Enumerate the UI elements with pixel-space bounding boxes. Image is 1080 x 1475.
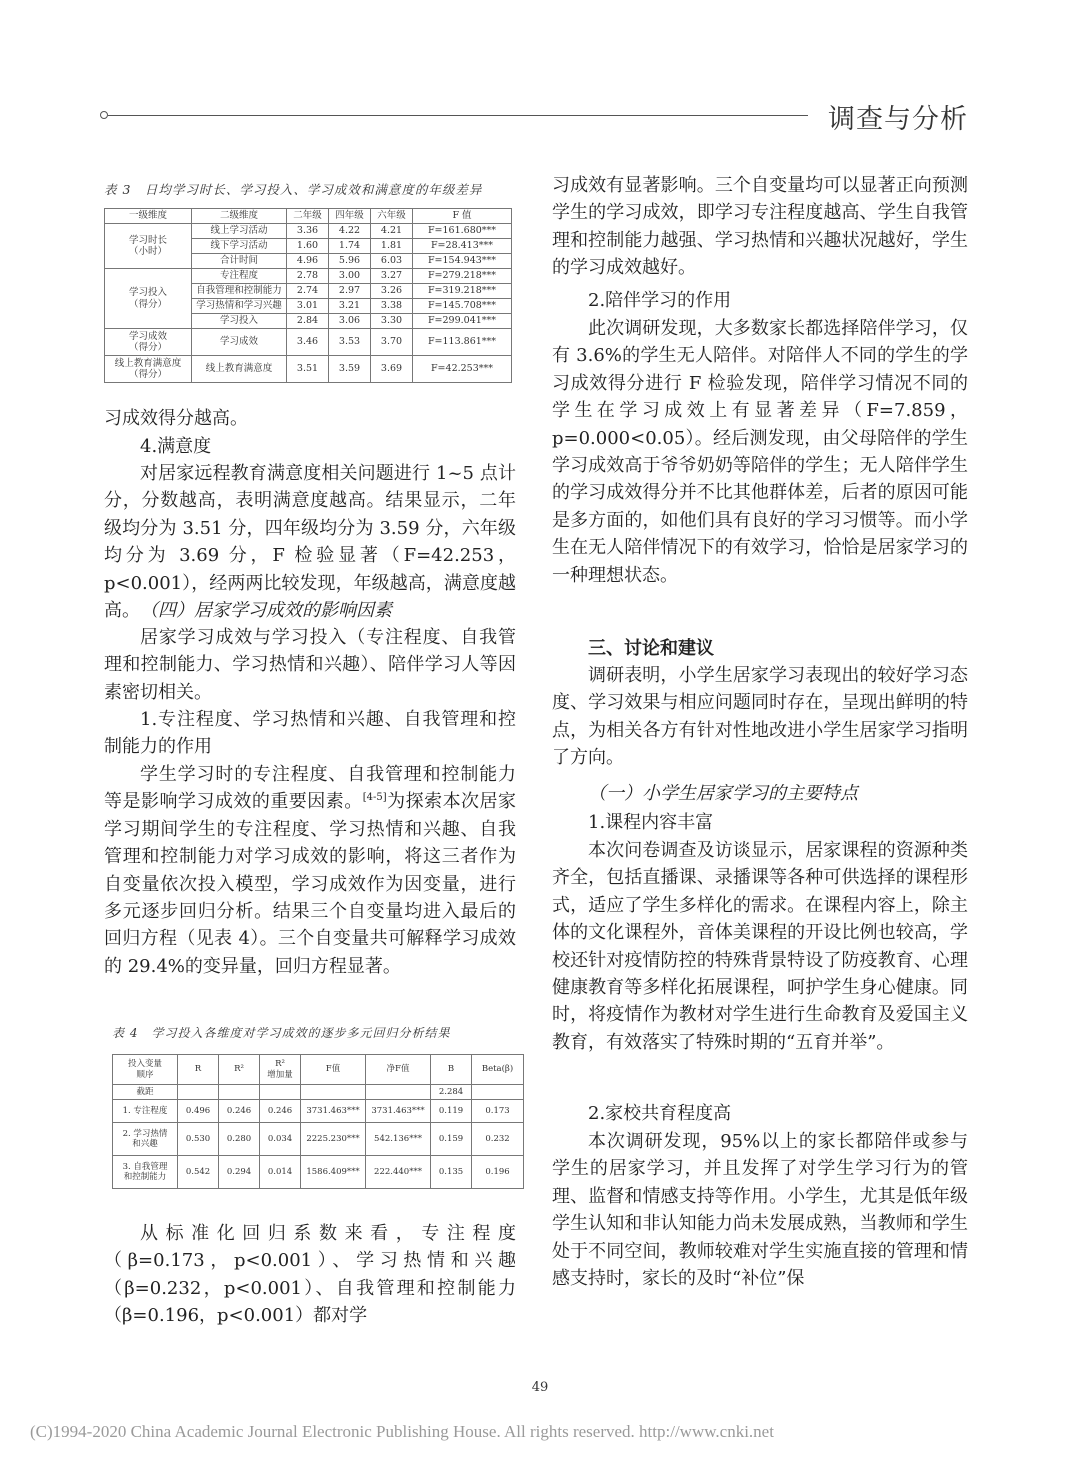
table-cell: 0.173 [472, 1100, 524, 1123]
table-cell [260, 1085, 301, 1100]
table-cell: 4.96 [287, 254, 329, 269]
table-cell: 3.51 [287, 356, 329, 383]
paragraph: 此次调研发现，大多数家长都选择陪伴学习，仅有 3.6%的学生无人陪伴。对陪伴人不同的学生的学习成效得分进行 F 检验发现，陪伴学习情况不同的学生在学习成效上有显著差异（F=7.859，p=0.000<0.05）。经后测发现，由父母陪伴的学生学习成效高于爷爷奶奶等陪伴的学生；无人陪伴学生的学习成效得分并不比其他群体差，后者的原因可能是多方面的，如他们具有良好的学习习惯等。而小学生在无人陪伴情况下的有效学习，恰恰是居家学习的一种理想状态。 [552, 318, 968, 586]
paragraph: 调研表明，小学生居家学习表现出的较好学习态度、学习效果与相应问题同时存在，呈现出鲜明的特点，为相关各方有针对性地改进小学生居家学习指明了方向。 [552, 665, 968, 769]
heading-factors: （四）居家学习成效的影响因素 [140, 600, 392, 621]
table-cell: 学习成效 [192, 329, 287, 356]
table3-header: 二年级 [287, 209, 329, 224]
paragraph: 本次问卷调查及访谈显示，居家课程的资源种类齐全，包括直播课、录播课等各种可供选择的课程形式，适应了学生多样化的需求。在课程内容上，除主体的文化课程外，音体美课程的开设比例也较高，学校还针对疫情防控的特殊背景特设了防疫教育、心理健康教育等多样化拓展课程，呵护学生身心健康。同时，将疫情作为教材对学生进行生命教育及爱国主义教育，有效落实了特殊时期的“五育并举”。 [552, 840, 968, 1053]
table-row [105, 269, 512, 284]
table-cell: 2.78 [287, 269, 329, 284]
table-cell: 3.69 [371, 356, 413, 383]
table-cell: 2.84 [287, 314, 329, 329]
table3 [104, 208, 512, 383]
table-cell: 4.22 [329, 224, 371, 239]
table-cell: 3.36 [287, 224, 329, 239]
table-cell: 3.70 [371, 329, 413, 356]
table-cell: 线下学习活动 [192, 239, 287, 254]
table3-group-label: 学习投入 （得分） [105, 269, 192, 329]
table3-header: 二级维度 [192, 209, 287, 224]
table-cell: 3.27 [371, 269, 413, 284]
heading-focus: 1.专注程度、学习热情和兴趣、自我管理和控制能力的作用 [104, 709, 516, 758]
table-cell: 3.59 [329, 356, 371, 383]
section-title: 调查与分析 [828, 104, 968, 135]
table4-header: R² 增加量 [260, 1055, 301, 1085]
table-cell: 3.46 [287, 329, 329, 356]
table-cell: 专注程度 [192, 269, 287, 284]
table4-body [113, 1085, 524, 1189]
heading-course: 1.课程内容丰富 [588, 812, 714, 833]
table-cell: 4.21 [371, 224, 413, 239]
table-cell: 3731.463*** [366, 1100, 431, 1123]
table-cell: 3.30 [371, 314, 413, 329]
header-ornament [100, 111, 108, 119]
table-cell: 0.159 [431, 1123, 472, 1156]
table-cell: 2.97 [329, 284, 371, 299]
table-cell: 5.96 [329, 254, 371, 269]
table-cell: 1586.409*** [301, 1156, 366, 1189]
table-cell: 学习投入 [192, 314, 287, 329]
table-cell: F=299.041*** [413, 314, 512, 329]
table-cell: 截距 [113, 1085, 178, 1100]
table-cell: 3.00 [329, 269, 371, 284]
table-cell: 0.530 [178, 1123, 219, 1156]
paragraph: 居家学习成效与学习投入（专注程度、自我管理和控制能力、学习热情和兴趣）、陪伴学习人等因素密切相关。 [104, 627, 516, 703]
table-cell: F=28.413*** [413, 239, 512, 254]
table4-header-row [113, 1055, 524, 1085]
table-cell: 3. 自我管理 和控制能力 [113, 1156, 178, 1189]
table-row [113, 1156, 524, 1189]
table3-group-label: 线上教育满意度 （得分） [105, 356, 192, 383]
citation-ref: [4-5] [362, 792, 387, 804]
table-cell [219, 1085, 260, 1100]
heading-features: （一）小学生居家学习的主要特点 [588, 783, 858, 804]
table-cell: F=161.680*** [413, 224, 512, 239]
table-cell: F=154.943*** [413, 254, 512, 269]
table-cell: 3.26 [371, 284, 413, 299]
table4-header: Beta(β) [472, 1055, 524, 1085]
paragraph: 对居家远程教育满意度相关问题进行 1~5 点计分，分数越高，表明满意度越高。结果显示，二年级均分为 3.51 分，四年级均分为 3.59 分，六年级均分为 3.69 分，F 检验显著（F=42.253，p<0.001），经两两比较发现，年级越高，满意度越高。 [104, 463, 516, 622]
table-cell: 0.496 [178, 1100, 219, 1123]
table-cell: 合计时间 [192, 254, 287, 269]
table3-caption: 表 3 日均学习时长、学习投入、学习成效和满意度的年级差异 [104, 182, 483, 197]
table4-header: R² [219, 1055, 260, 1085]
table-cell: F=145.708*** [413, 299, 512, 314]
table-cell: 3731.463*** [301, 1100, 366, 1123]
table-cell: 2225.230*** [301, 1123, 366, 1156]
table3-body [105, 224, 512, 383]
table-cell: 3.06 [329, 314, 371, 329]
table-cell [366, 1085, 431, 1100]
table-cell: 3.21 [329, 299, 371, 314]
table-cell: 542.136*** [366, 1123, 431, 1156]
header-rule [108, 115, 808, 116]
table4-header: R [178, 1055, 219, 1085]
table-cell: 0.232 [472, 1123, 524, 1156]
heading-homeschool: 2.家校共育程度高 [588, 1103, 732, 1124]
table-cell: F=279.218*** [413, 269, 512, 284]
table-cell: 0.034 [260, 1123, 301, 1156]
table-cell: 1. 专注程度 [113, 1100, 178, 1123]
table4-caption: 表 4 学习投入各维度对学习成效的逐步多元回归分析结果 [112, 1026, 451, 1040]
heading-discussion: 三、讨论和建议 [588, 638, 714, 659]
paragraph-text: 为探索本次居家学习期间学生的专注程度、学习热情和兴趣、自我管理和控制能力对学习成效的影响，将这三者作为自变量依次投入模型，学习成效作为因变量，进行多元逐步回归分析。结果三个自变量均进入最后的回归方程（见表 4）。三个自变量共可解释学习成效的 29.4%的变异量，回归方程显著。 [104, 791, 517, 977]
paragraph: 本次调研发现，95%以上的家长都陪伴或参与学生的居家学习，并且发挥了对学生学习行为的管理、监督和情感支持等作用。小学生，尤其是低年级学生认知和非认知能力尚未发展成熟，当教师和学生处于不同空间，教师较难对学生实施直接的管理和情感支持时，家长的及时“补位”保 [552, 1131, 968, 1290]
table-cell: 0.294 [219, 1156, 260, 1189]
table-cell: 2.74 [287, 284, 329, 299]
table-cell [472, 1085, 524, 1100]
table-cell: 222.440*** [366, 1156, 431, 1189]
table3-header: F 值 [413, 209, 512, 224]
table4-header: 投入变量 顺序 [113, 1055, 178, 1085]
table-cell: 线上学习活动 [192, 224, 287, 239]
table-cell: 0.196 [472, 1156, 524, 1189]
table-row [105, 329, 512, 356]
table3-header: 六年级 [371, 209, 413, 224]
table-cell [178, 1085, 219, 1100]
table-row [113, 1085, 524, 1100]
table-cell: 6.03 [371, 254, 413, 269]
paragraph: 从标准化回归系数来看，专注程度（β=0.173，p<0.001）、学习热情和兴趣（β=0.232，p<0.001）、自我管理和控制能力（β=0.196，p<0.001）都对学 [104, 1223, 516, 1327]
table3-group-label: 学习时长 （小时） [105, 224, 192, 269]
paragraph: 习成效有显著影响。三个自变量均可以显著正向预测学生的学习成效，即学习专注程度越高、学生自我管理和控制能力越强、学习热情和兴趣状况越好，学生的学习成效越好。 [552, 175, 968, 279]
table-cell: 学习热情和学习兴趣 [192, 299, 287, 314]
paragraph: 习成效得分越高。 [104, 408, 248, 429]
table4-header: F值 [301, 1055, 366, 1085]
page-number: 49 [531, 1380, 549, 1395]
table3-group-label: 学习成效 （得分） [105, 329, 192, 356]
table-cell: 3.38 [371, 299, 413, 314]
table-cell: 1.60 [287, 239, 329, 254]
table-row [105, 356, 512, 383]
table-cell: 0.280 [219, 1123, 260, 1156]
heading-satisfaction: 4.满意度 [140, 436, 212, 457]
table-cell: 自我管理和控制能力 [192, 284, 287, 299]
table-cell [301, 1085, 366, 1100]
table-row [113, 1123, 524, 1156]
table-cell: 0.014 [260, 1156, 301, 1189]
table4-header: 净F值 [366, 1055, 431, 1085]
heading-companion: 2.陪伴学习的作用 [588, 290, 732, 311]
table-cell: F=113.861*** [413, 329, 512, 356]
copyright-footer: (C)1994-2020 China Academic Journal Electronic Publishing House. All rights reserved. http://www.cnki.net [30, 1422, 774, 1441]
table-row [113, 1100, 524, 1123]
table-cell: F=319.218*** [413, 284, 512, 299]
table-cell: 0.246 [260, 1100, 301, 1123]
table-cell: 0.119 [431, 1100, 472, 1123]
table-cell: 3.01 [287, 299, 329, 314]
table-cell: 0.542 [178, 1156, 219, 1189]
table-cell: 2. 学习热情 和兴趣 [113, 1123, 178, 1156]
table-cell: 1.74 [329, 239, 371, 254]
paragraph-text: 学生学习时的专注程度、自我管理和控制能力等是影响学习成效的重要因素。 [104, 764, 516, 813]
table-cell: 2.284 [431, 1085, 472, 1100]
table-cell: 0.246 [219, 1100, 260, 1123]
table4 [112, 1054, 524, 1189]
table3-header: 一级维度 [105, 209, 192, 224]
table3-header: 四年级 [329, 209, 371, 224]
table-cell: 1.81 [371, 239, 413, 254]
table4-header: B [431, 1055, 472, 1085]
table-cell: F=42.253*** [413, 356, 512, 383]
table-cell: 0.135 [431, 1156, 472, 1189]
paragraph [104, 761, 516, 980]
table-cell: 3.53 [329, 329, 371, 356]
table-row [105, 224, 512, 239]
table-cell: 线上教育满意度 [192, 356, 287, 383]
